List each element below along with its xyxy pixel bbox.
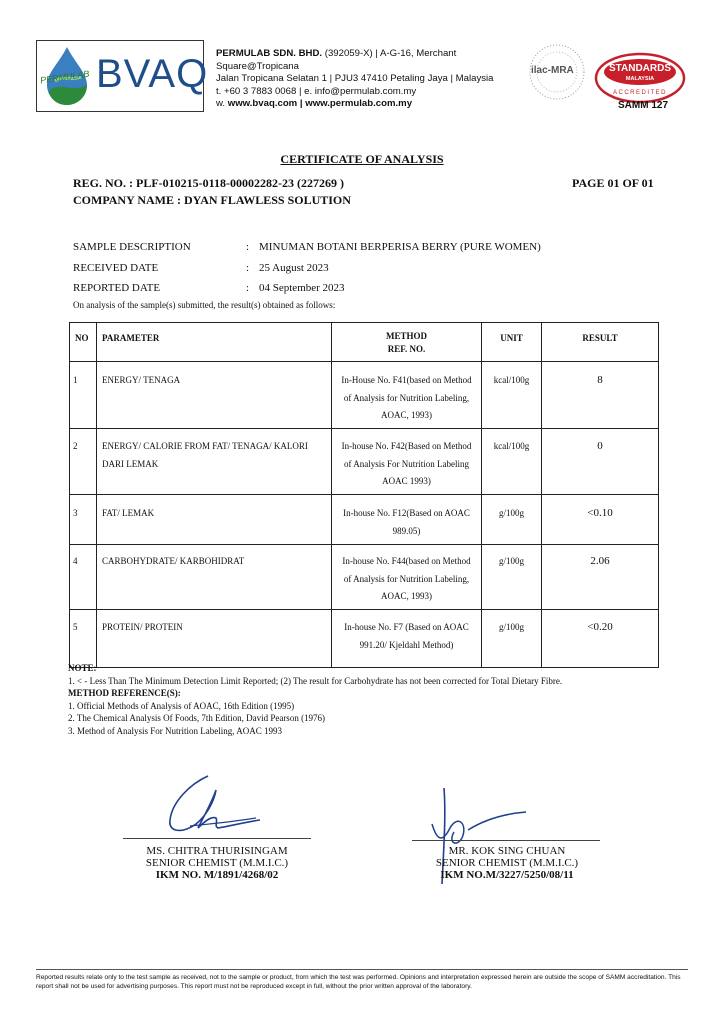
row-2-method-line2: of Analysis For Nutrition Labeling <box>344 458 469 469</box>
row-5-parameter-line1: PROTEIN/ PROTEIN <box>102 622 183 632</box>
row-4-method <box>332 553 481 606</box>
row-3-parameter <box>102 505 330 523</box>
row-1-unit: kcal/100g <box>493 375 530 385</box>
row-3-result: <0.10 <box>587 507 613 519</box>
row-1-method-line2: of Analysis for Nutrition Labeling, <box>343 392 470 403</box>
row-1-parameter-line1: ENERGY/ TENAGA <box>102 375 181 385</box>
separator-colon: : <box>246 262 250 274</box>
certificate-title <box>0 152 724 167</box>
row-2-parameter-line2: DARI LEMAK <box>102 458 159 469</box>
footer-disclaimer: Reported results relate only to the test sample as received, not to the sample or product, from which the test was performed. Opinions and interpretation expressed herein are outside the scope of SAMM accreditation. This report shall not be used for advertising purposes. This report must not be reproduced except in full, without the prior written approval of the laboratory. <box>36 974 681 990</box>
signature-1-ikm: IKM NO. M/1891/4268/02 <box>155 869 279 881</box>
intro-text: On analysis of the sample(s) submitted, the result(s) obtained as follows: <box>73 300 336 310</box>
row-1-method-line1: In-House No. F41(based on Method <box>341 375 472 385</box>
row-1-method <box>332 372 481 425</box>
row-4-unit: g/100g <box>498 556 524 566</box>
row-4-parameter <box>102 553 330 571</box>
row-4-method-line2: of Analysis for Nutrition Labeling, <box>343 573 470 584</box>
row-1-parameter <box>102 372 330 390</box>
row-4-method-line1: In-house No. F44(based on Method <box>342 556 471 566</box>
company-websites: www.bvaq.com | www.permulab.com.my <box>227 98 413 109</box>
standards-malaysia-stamp <box>594 52 686 104</box>
row-2-method <box>332 438 481 491</box>
footer-divider <box>36 969 688 970</box>
row-2-parameter-line1: ENERGY/ CALORIE FROM FAT/ TENAGA/ KALORI <box>102 441 308 451</box>
page-number: PAGE 01 OF 01 <box>572 176 654 190</box>
certificate-title-text: CERTIFICATE OF ANALYSIS <box>280 152 444 166</box>
row-3-no: 3 <box>73 508 78 518</box>
row-4-result: 2.06 <box>590 555 610 567</box>
permulab-logo-text: PERMULAB <box>39 68 90 86</box>
company-address-block <box>216 48 516 111</box>
row-2-method-line3: AOAC 1993) <box>382 476 431 486</box>
table-border <box>69 322 70 668</box>
row-2-unit: kcal/100g <box>493 441 530 451</box>
ilac-mra-text: ilac-MRA <box>531 65 574 76</box>
header-method-line2: REF. NO. <box>387 344 426 354</box>
row-5-method-line1: In-house No. F7 (Based on AOAC <box>344 622 469 632</box>
row-3-method-line2: 989.05) <box>392 525 421 536</box>
company-contact-line: t. +60 3 7883 0068 | e. info@permulab.com.my <box>216 85 417 97</box>
row-2-no: 2 <box>73 441 78 451</box>
header-result: RESULT <box>582 333 618 343</box>
table-border <box>658 322 659 668</box>
separator-colon: : <box>246 241 250 253</box>
bvaq-logo-text: BVAQ <box>96 52 209 96</box>
stamp-top-text: STANDARDS <box>608 63 672 74</box>
row-5-unit: g/100g <box>498 622 524 632</box>
company-legal-name: PERMULAB SDN. BHD. <box>216 48 323 59</box>
signature-1-line <box>123 838 311 839</box>
row-1-no: 1 <box>73 375 78 385</box>
row-5-method <box>332 619 481 654</box>
table-border <box>69 428 659 429</box>
received-date-label: RECEIVED DATE <box>73 262 159 274</box>
row-2-result: 0 <box>597 440 603 452</box>
signature-1-title: SENIOR CHEMIST (M.M.I.C.) <box>145 857 289 869</box>
method-reference-1: 1. Official Methods of Analysis of AOAC, 16th Edition (1995) <box>68 700 295 711</box>
row-3-method-line1: In-house No. F12(Based on AOAC <box>343 508 470 518</box>
ilac-mra-logo <box>527 42 587 102</box>
table-border <box>69 361 659 362</box>
signature-2-title: SENIOR CHEMIST (M.M.I.C.) <box>435 857 579 869</box>
notes-section <box>68 662 708 737</box>
website-prefix: w. <box>216 98 228 109</box>
row-4-parameter-line1: CARBOHYDRATE/ KARBOHIDRAT <box>102 556 245 566</box>
row-5-result: <0.20 <box>587 621 613 633</box>
row-2-method-line1: In-house No. F42(Based on Method <box>341 441 472 451</box>
received-date-value: 25 August 2023 <box>259 262 329 274</box>
sample-description-label: SAMPLE DESCRIPTION <box>73 241 191 253</box>
row-3-unit: g/100g <box>498 508 524 518</box>
table-border <box>69 322 659 323</box>
reported-date-value: 04 September 2023 <box>259 282 345 294</box>
stamp-bottom-text: ACCREDITED <box>612 90 667 96</box>
note-title: NOTE: <box>68 663 97 673</box>
reported-date-label: REPORTED DATE <box>73 282 161 294</box>
company-address-line: Jalan Tropicana Selatan 1 | PJU3 47410 Petaling Jaya | Malaysia <box>216 73 494 84</box>
signature-2-name: MR. KOK SING CHUAN <box>448 845 566 857</box>
header-unit: UNIT <box>500 333 523 343</box>
separator-colon: : <box>246 282 250 294</box>
row-1-method-line3: AOAC, 1993) <box>381 410 432 420</box>
row-4-method-line3: AOAC, 1993) <box>381 591 432 601</box>
table-border <box>69 544 659 545</box>
signature-1-name: MS. CHITRA THURISINGAM <box>146 845 288 857</box>
row-5-method-line2: 991.20/ Kjeldahl Method) <box>359 639 454 650</box>
row-3-parameter-line1: FAT/ LEMAK <box>102 508 155 518</box>
header-method-line1: METHOD <box>385 331 427 341</box>
row-1-result: 8 <box>597 374 603 386</box>
header-no: NO <box>75 333 89 343</box>
method-reference-2: 2. The Chemical Analysis Of Foods, 7th Edition, David Pearson (1976) <box>68 713 326 723</box>
signature-2-ikm: IKM NO.M/3227/5250/08/11 <box>440 869 574 881</box>
row-3-method <box>332 505 481 540</box>
row-5-no: 5 <box>73 622 78 632</box>
results-table <box>69 322 659 668</box>
table-border <box>69 494 659 495</box>
table-border <box>96 322 97 668</box>
client-company-name: COMPANY NAME : DYAN FLAWLESS SOLUTION <box>73 193 351 207</box>
table-border <box>69 609 659 610</box>
samm-number: SAMM 127 <box>618 100 669 111</box>
stamp-mid-text: MALAYSIA <box>625 76 655 82</box>
method-reference-title: METHOD REFERENCE(S): <box>68 688 181 698</box>
header-method <box>332 330 481 356</box>
registration-number: REG. NO. : PLF-010215-0118-00002282-23 (227269 ) <box>73 176 344 190</box>
row-5-parameter <box>102 619 330 637</box>
sample-description-value: MINUMAN BOTANI BERPERISA BERRY (PURE WOMEN) <box>259 241 541 253</box>
method-reference-3: 3. Method of Analysis For Nutrition Labeling, AOAC 1993 <box>68 725 282 736</box>
signature-1-image <box>160 768 270 840</box>
company-reg-address: (392059-X) | A-G-16, Merchant Square@Tropicana <box>216 48 457 72</box>
signature-2-line <box>412 840 600 841</box>
header-parameter: PARAMETER <box>102 333 160 343</box>
row-4-no: 4 <box>73 556 78 566</box>
note-1: 1. < - Less Than The Minimum Detection Limit Reported; (2) The result for Carbohydrate has not been corrected for Total Dietary Fibre. <box>68 675 563 686</box>
row-2-parameter <box>102 438 330 473</box>
